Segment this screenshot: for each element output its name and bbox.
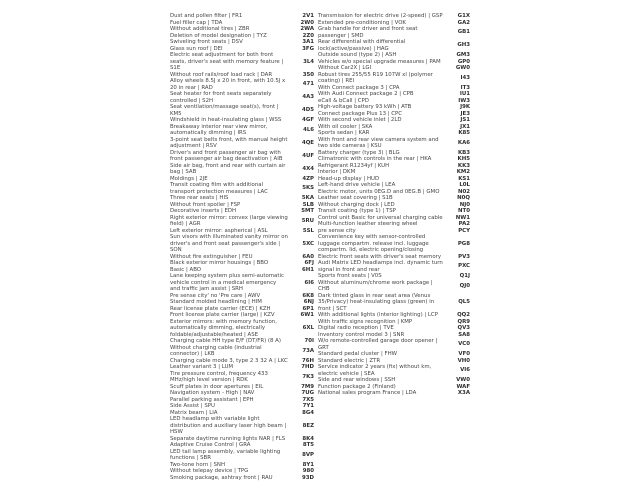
option-description: National sales program France | LDA xyxy=(318,390,444,397)
option-row xyxy=(170,215,314,228)
option-row xyxy=(170,416,314,436)
option-description: Rear license plate carrier (ECE) | KZH xyxy=(170,306,288,313)
option-description: Transmission for electric drive (2-speed) | GSP xyxy=(318,13,444,20)
option-description: Digital radio reception | TVE xyxy=(318,325,444,332)
option-description: Separate daytime running lights NAR | FLS xyxy=(170,436,288,443)
option-description: Refrigerant R1234yf | KUH xyxy=(318,163,444,170)
option-code: 2WA xyxy=(294,26,314,33)
option-description: Function package 2 (Finland) xyxy=(318,384,444,391)
option-row xyxy=(318,72,470,85)
option-description: Seat ventilation/massage seat(s), front | KM5 xyxy=(170,104,288,117)
option-row xyxy=(170,104,314,117)
option-description: Grab handle for driver and front seat passenger | SMD xyxy=(318,26,444,39)
option-description: Glass sun roof | DEI xyxy=(170,46,288,53)
option-description: Navigation system - High | NAV xyxy=(170,390,288,397)
option-description: Basic | ABO xyxy=(170,267,288,274)
option-description: Lane keeping system plus semi-automatic vehicle control in a medical emergency and traffic jam assist | SRH xyxy=(170,273,288,293)
option-description: Extended pre-conditioning | VOK xyxy=(318,20,444,27)
option-code: VC0 xyxy=(450,341,470,348)
option-description: Audi Matrix LED headlamps incl. dynamic turn signal in front and rear xyxy=(318,260,444,273)
option-description: Windshield in heat-insulating glass | WSS xyxy=(170,117,288,124)
option-code: 350 xyxy=(294,72,314,79)
option-code: 6W1 xyxy=(294,312,314,319)
option-code: K85 xyxy=(450,130,470,137)
option-code: KH5 xyxy=(450,156,470,163)
option-code: WAF xyxy=(450,384,470,391)
option-code: 73A xyxy=(294,348,314,355)
option-code: QV3 xyxy=(450,325,470,332)
option-code: 6I6 xyxy=(294,280,314,287)
option-code: KA6 xyxy=(450,140,470,147)
option-description: High-voltage battery 93 kWh | ATB xyxy=(318,104,444,111)
option-description: Swiveling front seats | DSV xyxy=(170,39,288,46)
option-description: Without front spoiler | FSP xyxy=(170,202,288,209)
option-description: Left-hand drive vehicle | LEA xyxy=(318,182,444,189)
option-description: With front and rear view camera system and two side cameras | KSU xyxy=(318,137,444,150)
option-code: GB1 xyxy=(450,29,470,36)
option-row xyxy=(170,234,314,254)
option-code: 70I xyxy=(294,338,314,345)
option-code: 4QE xyxy=(294,140,314,147)
option-description: Standard pedal cluster | FHW xyxy=(318,351,444,358)
option-code: 2V1 xyxy=(294,13,314,20)
option-description: Side and rear windows | SSH xyxy=(318,377,444,384)
option-code: JE3 xyxy=(450,111,470,118)
option-code: X3A xyxy=(450,390,470,397)
option-description: Without Car2X | LGI xyxy=(318,65,444,72)
option-description: Outside sound (type 2) | ASH xyxy=(318,52,444,59)
option-code: GW0 xyxy=(450,65,470,72)
option-code: KM2 xyxy=(450,169,470,176)
option-description: Black exterior mirror housings | BBO xyxy=(170,260,288,267)
option-description: Seat heater for front seats separately controlled | S2H xyxy=(170,91,288,104)
options-column-right xyxy=(318,13,470,397)
option-description: Connect package Plus 13 | CPC xyxy=(318,111,444,118)
option-description: Without roof rails/roof load rack | DAR xyxy=(170,72,288,79)
option-code: 76H xyxy=(294,358,314,365)
option-description: Service indicator 2 years (fix) without km, electric vehicle | SEA xyxy=(318,364,444,377)
option-code: 8T5 xyxy=(294,442,314,449)
option-code: IU1 xyxy=(450,91,470,98)
option-description: Leather variant 3 | LUM xyxy=(170,364,288,371)
option-code: QR9 xyxy=(450,319,470,326)
option-code: KS1 xyxy=(450,176,470,183)
option-description: With additional lights (interior lighting) | LCP xyxy=(318,312,444,319)
option-code: 2W0 xyxy=(294,20,314,27)
option-code: 8G4 xyxy=(294,410,314,417)
option-description: Sports sedan | KAR xyxy=(318,130,444,137)
option-code: 5KA xyxy=(294,195,314,202)
option-description: Leather seat covering | S1B xyxy=(318,195,444,202)
option-code: 3FG xyxy=(294,46,314,53)
option-code: NJ0 xyxy=(450,202,470,209)
option-description: Front license plate carrier (large) | KZV xyxy=(170,312,288,319)
option-code: JS1 xyxy=(450,117,470,124)
option-description: Driver's and front passenger air bag with front passenger air bag deactivation | AIB xyxy=(170,150,288,163)
option-code: QL5 xyxy=(450,299,470,306)
option-row xyxy=(318,39,470,52)
option-row xyxy=(318,137,470,150)
option-description: Multi-function leather steering wheel xyxy=(318,221,444,228)
option-description: Deletion of model designation | TYZ xyxy=(170,33,288,40)
option-code: 6K8 xyxy=(294,293,314,300)
option-code: 6P1 xyxy=(294,306,314,313)
option-row xyxy=(318,260,470,273)
option-code: QJ0 xyxy=(450,283,470,290)
option-description: Transit coating (type 1) | TSP xyxy=(318,208,444,215)
option-description: Matrix beam | LIA xyxy=(170,410,288,417)
option-code: PA2 xyxy=(450,221,470,228)
option-row xyxy=(170,52,314,72)
option-code: Q1J xyxy=(450,273,470,280)
option-description: Vehicles w/o special upgrade measures | PAM xyxy=(318,59,444,66)
option-row xyxy=(318,280,470,293)
option-row xyxy=(170,150,314,163)
option-code: 4GF xyxy=(294,117,314,124)
option-code: 6H1 xyxy=(294,267,314,274)
option-description: Without additional tires | ZBR xyxy=(170,26,288,33)
option-row xyxy=(170,91,314,104)
option-description: pre sense city xyxy=(318,228,444,235)
option-code: J9K xyxy=(450,104,470,111)
options-column-left xyxy=(170,13,314,481)
option-code: NT0 xyxy=(450,208,470,215)
option-description: Alloy wheels 8.5J x 20 in front, with 10.5J x 20 in rear | RAD xyxy=(170,78,288,91)
option-code: 7UG xyxy=(294,390,314,397)
option-code: 8VP xyxy=(294,452,314,459)
option-description: Electric front seats with driver's seat memory xyxy=(318,254,444,261)
option-description: With traffic signs recognition | KMP xyxy=(318,319,444,326)
option-description: Side Assist | SPU xyxy=(170,403,288,410)
option-row xyxy=(318,26,470,39)
option-code: GM3 xyxy=(450,52,470,59)
option-code: VW0 xyxy=(450,377,470,384)
option-description: Dark tinted glass in rear seat area (Venus 35/Privacy) heat-insulating glass (green) in front | SCT xyxy=(318,293,444,313)
option-description: Transit coating film with additional transport protection measures | LAC xyxy=(170,182,288,195)
option-code: PXC xyxy=(450,263,470,270)
option-code: PCY xyxy=(450,228,470,235)
option-code: PG8 xyxy=(450,241,470,248)
option-code: 5KS xyxy=(294,185,314,192)
option-code: IT3 xyxy=(450,85,470,92)
option-description: Inventory control model 3 | SNR xyxy=(318,332,444,339)
option-code: 5MT xyxy=(294,208,314,215)
option-code: 7X5 xyxy=(294,397,314,404)
option-code: 5LB xyxy=(294,202,314,209)
option-code: QQ2 xyxy=(450,312,470,319)
option-row xyxy=(318,234,470,254)
option-code: 8K4 xyxy=(294,436,314,443)
option-code: VH0 xyxy=(450,358,470,365)
option-code: 8EZ xyxy=(294,423,314,430)
option-row xyxy=(170,124,314,137)
option-description: Breakaway interior rear view mirror, automatically dimming | IRS xyxy=(170,124,288,137)
option-code: GP0 xyxy=(450,59,470,66)
option-code: 5SL xyxy=(294,228,314,235)
option-row xyxy=(170,137,314,150)
option-description: Sun visors with illuminated vanity mirror on driver's and front seat passenger's side | SON xyxy=(170,234,288,254)
option-code: 5RU xyxy=(294,218,314,225)
option-description: Rear differential with differential lock(active/passive) | HAG xyxy=(318,39,444,52)
option-description: Tire pressure control, frequency 433 MHz/high level version | RDK xyxy=(170,371,288,384)
option-code: 5XC xyxy=(294,241,314,248)
option-description: Electric seat adjustment for both front seats, driver's seat with memory feature | S1E xyxy=(170,52,288,72)
option-row xyxy=(318,338,470,351)
option-description: Side air bag, front and rear with curtain air bag | SAB xyxy=(170,163,288,176)
option-description: Electric motor, units 0EG.D and 0EG.B | GMO xyxy=(318,189,444,196)
option-row xyxy=(170,475,314,481)
option-code: 7K3 xyxy=(294,374,314,381)
option-code: 93D xyxy=(294,475,314,481)
option-description: Decorative inserts | EDH xyxy=(170,208,288,215)
option-description: Battery charger (type 3) | BLG xyxy=(318,150,444,157)
option-row xyxy=(170,449,314,462)
option-code: IW3 xyxy=(450,98,470,105)
option-code: GH3 xyxy=(450,42,470,49)
option-code: 4D5 xyxy=(294,107,314,114)
option-description: Adaptive Cruise Control | GRA xyxy=(170,442,288,449)
option-description: Standard electric | ZTR xyxy=(318,358,444,365)
option-code: KB3 xyxy=(450,150,470,157)
option-code: VF0 xyxy=(450,351,470,358)
option-code: 6NJ xyxy=(294,299,314,306)
option-row xyxy=(170,319,314,339)
option-description: Left exterior mirror: aspherical | ASL xyxy=(170,228,288,235)
option-code: N0Q xyxy=(450,195,470,202)
option-code: 6FJ xyxy=(294,260,314,267)
option-code: I43 xyxy=(450,75,470,82)
option-code: 4A3 xyxy=(294,94,314,101)
option-description: Scuff plates in door apertures | EIL xyxy=(170,384,288,391)
option-description: 3-point seat belts front, with manual height adjustment | RSV xyxy=(170,137,288,150)
option-code: 4X4 xyxy=(294,166,314,173)
option-row xyxy=(170,163,314,176)
option-code: KK3 xyxy=(450,163,470,170)
option-code: SA8 xyxy=(450,332,470,339)
option-description: Without telepay device | TPG xyxy=(170,468,288,475)
option-description: Parallel parking assistant | EPH xyxy=(170,397,288,404)
option-code: 6XL xyxy=(294,325,314,332)
option-description: Fuel filler cap | TDA xyxy=(170,20,288,27)
option-code: 2Z0 xyxy=(294,33,314,40)
option-description: Dust and pollen filter | FR1 xyxy=(170,13,288,20)
option-row xyxy=(318,293,470,313)
option-description: With oil cooler | SKA xyxy=(318,124,444,131)
option-code: VI6 xyxy=(450,367,470,374)
option-code: 8Y1 xyxy=(294,462,314,469)
option-description: Moldings | 2JE xyxy=(170,176,288,183)
option-row xyxy=(170,78,314,91)
option-code: L0L xyxy=(450,182,470,189)
option-code: 7M9 xyxy=(294,384,314,391)
option-description: LED tail lamp assembly, variable lighting functions | SBR xyxy=(170,449,288,462)
option-description: Interior | DKM xyxy=(318,169,444,176)
option-row xyxy=(170,273,314,293)
option-description: Without charging cable (industrial connector) | LKB xyxy=(170,345,288,358)
option-code: 4UF xyxy=(294,153,314,160)
option-code: JX1 xyxy=(450,124,470,131)
option-description: Two-tone horn | SNH xyxy=(170,462,288,469)
option-code: 4ZP xyxy=(294,176,314,183)
option-description: Sports front seats | V0S xyxy=(318,273,444,280)
option-code: NW1 xyxy=(450,215,470,222)
option-row xyxy=(170,371,314,384)
option-code: 3L4 xyxy=(294,59,314,66)
option-code: 3A1 xyxy=(294,39,314,46)
option-description: With second vehicle inlet | 2LD xyxy=(318,117,444,124)
option-code: 7HD xyxy=(294,364,314,371)
option-row xyxy=(170,182,314,195)
option-code: 7Y1 xyxy=(294,403,314,410)
option-row xyxy=(318,390,470,397)
option-description: Pre sense city' no 'Pre care | AWV xyxy=(170,293,288,300)
option-description: Without fire extinguisher | FEU xyxy=(170,254,288,261)
option-description: Climatronic with controls in the rear | HKA xyxy=(318,156,444,163)
option-description: Without aluminum/chrome work package | CHB xyxy=(318,280,444,293)
option-description: Convenience key with sensor-controlled luggage compartm. release incl. luggage compartm. lid, electric opening/closing xyxy=(318,234,444,254)
option-code: 471 xyxy=(294,81,314,88)
option-code: GA2 xyxy=(450,20,470,27)
option-code: G1X xyxy=(450,13,470,20)
option-description: Exterior mirrors: with memory function, automatically dimming, electrically foldable/adjustable/heated | ASE xyxy=(170,319,288,339)
option-description: Three rear seats | HIS xyxy=(170,195,288,202)
option-description: Smoking package, ashtray front | RAU xyxy=(170,475,288,481)
option-description: Standard molded headlining | HIM xyxy=(170,299,288,306)
option-code: 4L6 xyxy=(294,127,314,134)
option-description: W/o remote-controlled garage door opener | GRT xyxy=(318,338,444,351)
option-row xyxy=(318,364,470,377)
option-code: 980 xyxy=(294,468,314,475)
option-description: eCall & bCall | CPD xyxy=(318,98,444,105)
option-description: With Connect package 3 | CPA xyxy=(318,85,444,92)
option-code: PV3 xyxy=(450,254,470,261)
option-description: Charging cable mode 3, type 2 3 32 A | LKC xyxy=(170,358,288,365)
option-row xyxy=(170,345,314,358)
option-description: Head-up display | HUD xyxy=(318,176,444,183)
option-code: 6A0 xyxy=(294,254,314,261)
option-description: Robust tires 255/55 R19 107W xl (polymer coating) | REI xyxy=(318,72,444,85)
option-description: Right exterior mirror: convex (large viewing field) | AGR xyxy=(170,215,288,228)
option-description: With Audi Connect package 2 | CPB xyxy=(318,91,444,98)
option-description: LED headlamp with variable light distribution and auxiliary laser high beam | HSW xyxy=(170,416,288,436)
option-description: Charging cable HH type E/F (DT/FR) (8 A) xyxy=(170,338,288,345)
option-description: Without charging dock | LED xyxy=(318,202,444,209)
option-code: N02 xyxy=(450,189,470,196)
option-description: Control unit Basic for universal charging cable xyxy=(318,215,444,222)
